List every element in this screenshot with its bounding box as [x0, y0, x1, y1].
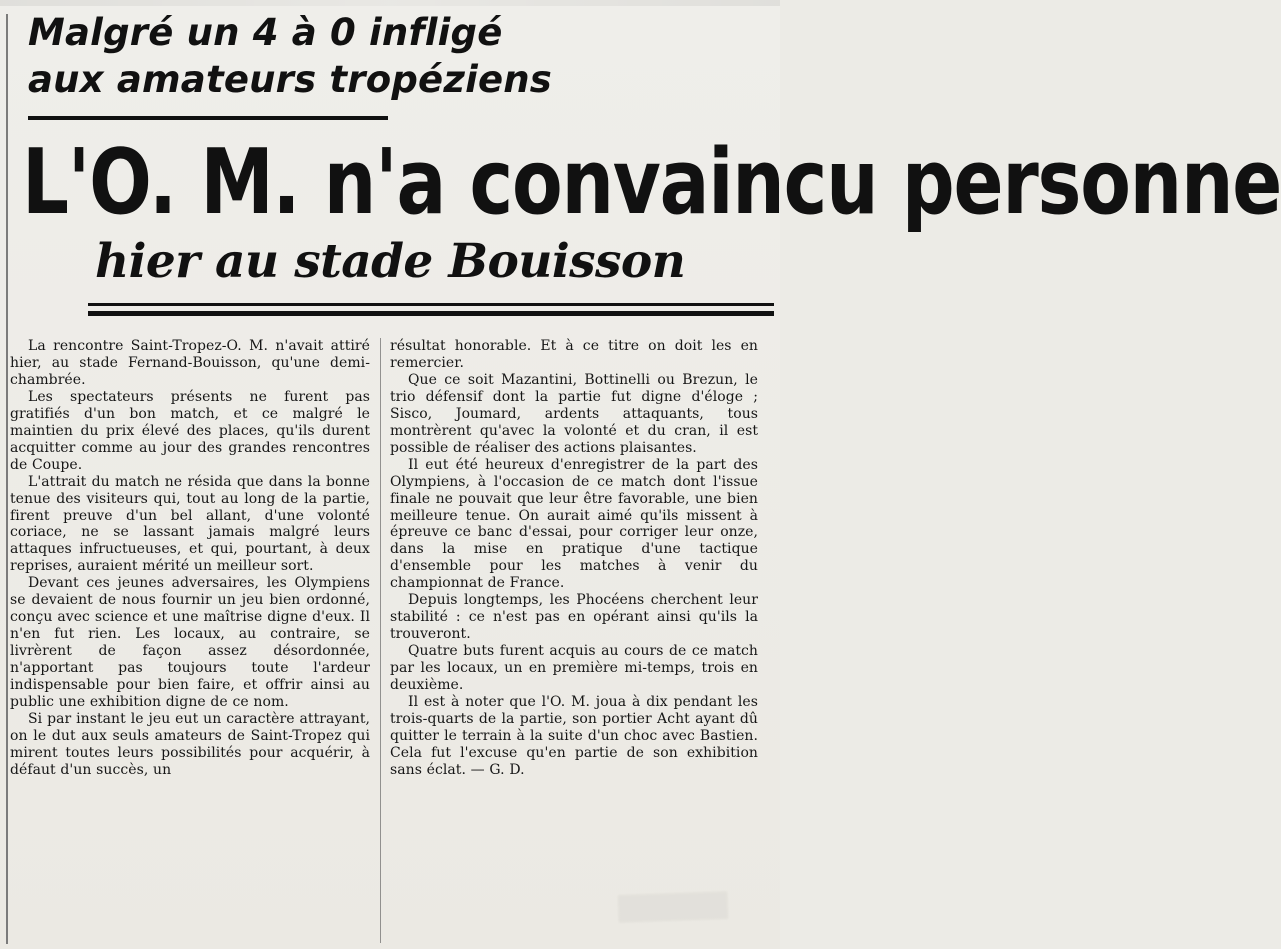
column-rule [380, 338, 381, 943]
top-edge-shadow [0, 0, 780, 6]
right-column [390, 338, 758, 943]
kicker-line-1: Malgré un 4 à 0 infligé [28, 11, 503, 54]
paragraph: Il est à noter que l'O. M. joua à dix pendant les trois-quarts de la partie, son portier Acht ayant dû quitter le terrain à la suite d'un choc avec Bastien. Cela fut l'excuse qu'en partie de son exhibition sans éclat. — G. D. [390, 694, 758, 778]
left-column [10, 338, 370, 943]
paragraph: La rencontre Saint-Tropez-O. M. n'avait attiré hier, au stade Fernand-Bouisson, qu'une demi-chambrée. [10, 338, 370, 388]
paragraph: Il eut été heureux d'enregistrer de la part des Olympiens, à l'occasion de ce match dont l'issue finale ne pouvait que leur être favorable, une bien meilleure tenue. On aurait aimé qu'ils missent à épreuve ce banc d'essai, pour corriger leur onze, dans la mise en pratique d'une tactique d'ensemble pour les matches à venir du championnat de France. [390, 456, 758, 592]
paragraph: Que ce soit Mazantini, Bottinelli ou Brezun, le trio défensif dont la partie fut digne d'éloge ; Sisco, Joumard, ardents attaquants, tous montrèrent qu'avec la volonté et du cran, il est possible de réaliser des actions plaisantes. [390, 371, 758, 456]
article-body [10, 338, 770, 943]
kicker-line-2: aux amateurs tropéziens [28, 58, 553, 101]
headline: L'O. M. n'a convaincu personne [22, 130, 1281, 235]
paragraph: résultat honorable. Et à ce titre on doit les en remercier. [390, 338, 758, 371]
left-margin-rule [6, 14, 8, 944]
headline-rule-bottom [88, 311, 774, 316]
subhead: hier au stade Bouisson [95, 234, 686, 289]
paragraph: Depuis longtemps, les Phocéens cherchent leur stabilité : ce n'est pas en opérant ainsi qu'ils la trouveront. [390, 592, 758, 643]
ink-smudge [618, 891, 729, 923]
headline-rule-top [88, 303, 774, 306]
paragraph: Devant ces jeunes adversaires, les Olympiens se devaient de nous fournir un jeu bien ordonné, conçu avec science et une maîtrise digne d'eux. Il n'en fut rien. Les locaux, au contraire, se livrèrent de façon assez désordonnée, n'apportant pas toujours toute l'ardeur indispensable pour bien faire, et offrir ainsi au public une exhibition digne de ce nom. [10, 575, 370, 711]
paragraph: Quatre buts furent acquis au cours de ce match par les locaux, un en première mi-temps, trois en deuxième. [390, 643, 758, 694]
paragraph: Les spectateurs présents ne furent pas gratifiés d'un bon match, et ce malgré le maintien du prix élevé des places, qu'ils durent acquitter comme au jour des grandes rencontres de Coupe. [10, 388, 370, 473]
paragraph: Si par instant le jeu eut un caractère attrayant, on le dut aux seuls amateurs de Saint-Tropez qui mirent toutes leurs possibilités pour acquérir, à défaut d'un succès, un [10, 710, 370, 778]
paragraph: L'attrait du match ne résida que dans la bonne tenue des visiteurs qui, tout au long de la partie, firent preuve d'un bel allant, d'une volonté coriace, ne se lassant jamais malgré leurs attaques infructueuses, et qui, pourtant, à deux reprises, auraient mérité un meilleur sort. [10, 473, 370, 575]
kicker-underline [28, 116, 388, 120]
